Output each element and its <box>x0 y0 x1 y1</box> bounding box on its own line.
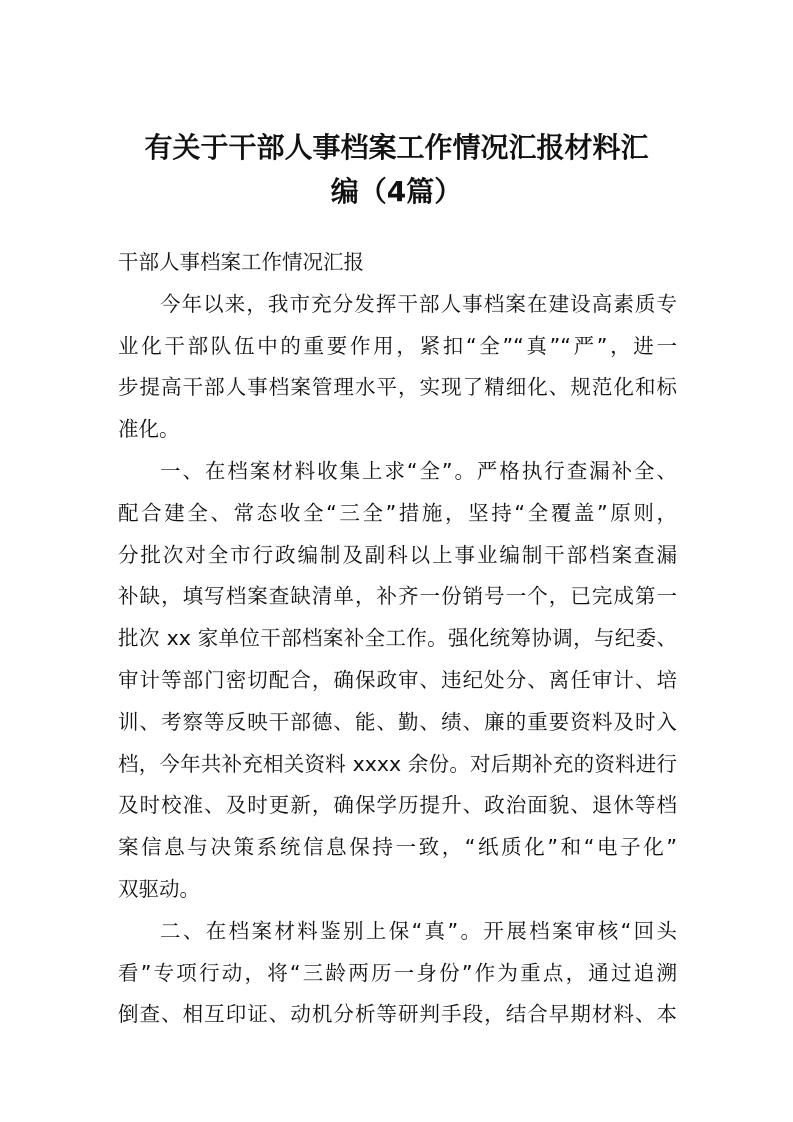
section-subtitle: 干部人事档案工作情况汇报 <box>118 250 364 274</box>
paragraph <box>118 911 677 1036</box>
paragraph-line: 准化。 <box>118 417 180 442</box>
paragraphs <box>118 284 677 1036</box>
paragraph-line: 审计等部门密切配合，确保政审、违纪处分、离任审计、培 <box>118 667 677 692</box>
document-body <box>118 242 677 1036</box>
paragraph-line: 看”专项行动，将“三龄两历一身份”作为重点，通过追溯 <box>118 960 677 985</box>
paragraph-line: 训、考察等反映干部德、能、勤、绩、廉的重要资料及时入 <box>118 709 677 734</box>
paragraph-line: 二、在档案材料鉴别上保“真”。开展档案审核“回头 <box>160 918 677 943</box>
paragraph-line: 及时校准、及时更新，确保学历提升、政治面貌、退休等档 <box>118 793 677 818</box>
paragraph-line: 业化干部队伍中的重要作用，紧扣“全”“真”“严”，进一 <box>118 333 677 358</box>
document-title-line-2: 编（4篇） <box>330 175 463 208</box>
paragraph-line: 今年以来，我市充分发挥干部人事档案在建设高素质专 <box>160 291 677 316</box>
paragraph-line: 补缺，填写档案查缺清单，补齐一份销号一个，已完成第一 <box>118 584 677 609</box>
paragraph <box>118 451 677 911</box>
paragraph-line: 步提高干部人事档案管理水平，实现了精细化、规范化和标 <box>118 375 677 400</box>
paragraph-line: 一、在档案材料收集上求“全”。严格执行查漏补全、 <box>160 458 677 483</box>
paragraph <box>118 284 677 451</box>
paragraph-line: 档，今年共补充相关资料 xxxx 余份。对后期补充的资料进行 <box>118 751 677 776</box>
paragraph-line: 倒查、相互印证、动机分析等研判手段，结合早期材料、本 <box>118 1002 677 1027</box>
document-title-line-1: 有关于干部人事档案工作情况汇报材料汇 <box>144 131 649 164</box>
paragraph-line: 分批次对全市行政编制及副科以上事业编制干部档案查漏 <box>118 542 677 567</box>
paragraph-line: 案信息与决策系统信息保持一致，“纸质化”和“电子化” <box>118 835 677 860</box>
paragraph-line: 批次 xx 家单位干部档案补全工作。强化统筹协调，与纪委、 <box>118 626 677 651</box>
paragraph-line: 配合建全、常态收全“三全”措施，坚持“全覆盖”原则， <box>118 500 677 525</box>
paragraph-line: 双驱动。 <box>118 876 200 901</box>
